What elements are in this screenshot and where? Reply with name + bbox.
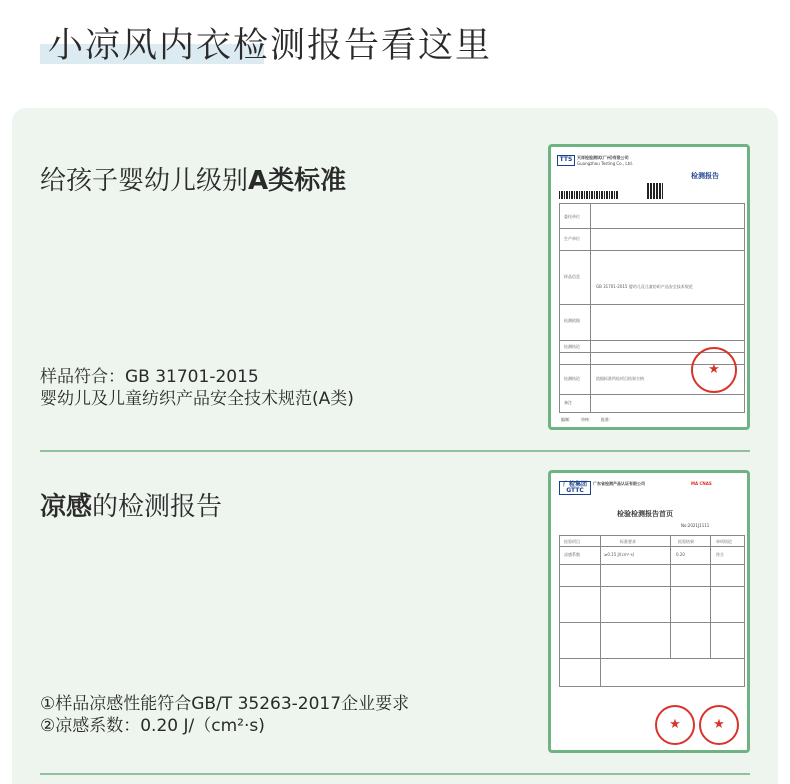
section-divider-1 <box>40 450 750 452</box>
gttc-logo-text: 广检集团 <box>562 481 587 488</box>
gttc-logo <box>559 481 591 495</box>
barcode-icon <box>559 191 619 199</box>
section2-heading <box>40 486 222 523</box>
section2-note-line2: ②凉感系数：0.20 J/（cm²·s) <box>40 716 265 736</box>
qr-code-icon <box>647 183 663 199</box>
section1-report-signatures: 编制： 审核： 批准： <box>561 417 613 422</box>
section-divider-2 <box>40 773 750 775</box>
section2-note <box>40 693 409 737</box>
section2-report-number: No:2021J1111 <box>681 523 710 528</box>
section1-report-subline: Guangzhou Testing Co., Ltd. <box>577 161 633 166</box>
section2-report-image <box>548 470 750 753</box>
section1-note-line2: 婴幼儿及儿童纺织产品安全技术规范(A类) <box>40 389 354 409</box>
page-title: 小凉风内衣检测报告看这里 <box>48 26 493 66</box>
section1-heading-bold: A类标准 <box>248 166 347 196</box>
section2-report-agency: 广东省检测产品认证有限公司 <box>593 481 645 486</box>
section2-heading-rest: 的检测报告 <box>92 492 223 522</box>
red-seal-icon-2 <box>699 705 739 745</box>
red-seal-icon <box>691 347 737 393</box>
red-seal-icon-1 <box>655 705 695 745</box>
cert-marks: MA CNAS <box>691 481 712 486</box>
section1-report-table: 委托单位 生产单位 样品信息 检测依据 检测结论 检测结论 备注 GB 31701-2015 婴幼儿及儿童纺织产品安全技术规范 依据标准所检项目结果合格 <box>559 203 745 413</box>
section1-report-title: 检测报告 <box>691 172 719 180</box>
tts-logo: TTS <box>557 155 575 166</box>
section1-report-image <box>548 144 750 430</box>
section2-report-title: 检验检测报告首页 <box>617 510 673 518</box>
section1-report-agency: 天祥检验测试(广州)有限公司 <box>577 155 629 160</box>
section2-heading-bold: 凉感 <box>40 492 93 522</box>
section1-heading-prefix: 给孩子婴幼儿级别 <box>40 166 249 196</box>
section2-note-line1: ①样品凉感性能符合GB/T 35263-2017企业要求 <box>40 694 410 714</box>
section2-report-table: 检验项目 标准要求 检验结果 单项结论 凉感系数 ≥0.15 J/(cm²·s) 0.20 符合 <box>559 535 745 687</box>
section1-heading <box>40 160 346 197</box>
section1-note <box>40 366 354 410</box>
gttc-logo-sub: GTTC <box>566 487 584 494</box>
section1-note-line1: 样品符合：GB 31701-2015 <box>40 367 259 387</box>
